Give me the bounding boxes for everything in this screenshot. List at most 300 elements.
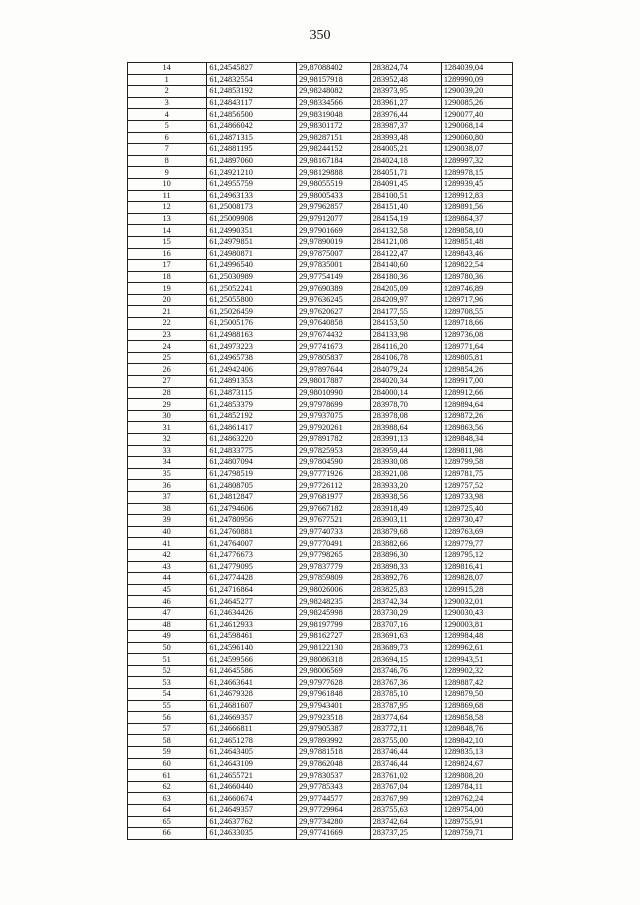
point-number-cell: 2 [128,86,207,98]
x-coordinate-cell: 284205,09 [370,283,441,295]
longitude-cell: 29,98129888 [297,167,371,179]
point-number-cell: 57 [128,723,207,735]
point-number-cell: 30 [128,410,207,422]
y-coordinate-cell: 1289902,32 [441,665,512,677]
y-coordinate-cell: 1289725,40 [441,503,512,515]
y-coordinate-cell: 1290060,80 [441,132,512,144]
latitude-cell: 61,25008173 [207,202,297,214]
longitude-cell: 29,98334566 [297,97,371,109]
x-coordinate-cell: 283730,29 [370,607,441,619]
longitude-cell: 29,97729964 [297,805,371,817]
x-coordinate-cell: 284154,19 [370,213,441,225]
x-coordinate-cell: 283938,56 [370,491,441,503]
table-row [128,677,513,689]
table-row [128,283,513,295]
table-row [128,387,513,399]
x-coordinate-cell: 284132,58 [370,225,441,237]
longitude-cell: 29,98157918 [297,74,371,86]
point-number-cell: 55 [128,700,207,712]
x-coordinate-cell: 283930,08 [370,457,441,469]
longitude-cell: 29,97835001 [297,260,371,272]
point-number-cell: 54 [128,689,207,701]
latitude-cell: 61,24679328 [207,689,297,701]
point-number-cell: 1 [128,74,207,86]
longitude-cell: 29,97875007 [297,248,371,260]
x-coordinate-cell: 283825,83 [370,584,441,596]
longitude-cell: 29,97905387 [297,723,371,735]
y-coordinate-cell: 1289754,00 [441,805,512,817]
coordinates-table [127,62,513,840]
y-coordinate-cell: 1289864,37 [441,213,512,225]
latitude-cell: 61,24764007 [207,538,297,550]
point-number-cell: 20 [128,294,207,306]
point-number-cell: 48 [128,619,207,631]
latitude-cell: 61,24833775 [207,445,297,457]
point-number-cell: 22 [128,318,207,330]
table-row [128,399,513,411]
longitude-cell: 29,97893992 [297,735,371,747]
latitude-cell: 61,24780956 [207,515,297,527]
latitude-cell: 61,24660440 [207,781,297,793]
longitude-cell: 29,98017887 [297,376,371,388]
x-coordinate-cell: 283903,11 [370,515,441,527]
table-row [128,631,513,643]
table-row [128,538,513,550]
x-coordinate-cell: 284020,34 [370,376,441,388]
latitude-cell: 61,24881195 [207,144,297,156]
longitude-cell: 29,97674432 [297,329,371,341]
x-coordinate-cell: 283772,11 [370,723,441,735]
y-coordinate-cell: 1289848,34 [441,434,512,446]
table-row [128,329,513,341]
longitude-cell: 29,98086318 [297,654,371,666]
y-coordinate-cell: 1290039,20 [441,86,512,98]
longitude-cell: 29,97681977 [297,491,371,503]
point-number-cell: 8 [128,155,207,167]
table-row [128,561,513,573]
latitude-cell: 61,24663641 [207,677,297,689]
longitude-cell: 29,97978699 [297,399,371,411]
y-coordinate-cell: 1289917,00 [441,376,512,388]
x-coordinate-cell: 283755,00 [370,735,441,747]
longitude-cell: 29,98245998 [297,607,371,619]
point-number-cell: 51 [128,654,207,666]
latitude-cell: 61,25005176 [207,318,297,330]
y-coordinate-cell: 1289824,67 [441,758,512,770]
y-coordinate-cell: 1290003,81 [441,619,512,631]
y-coordinate-cell: 1289755,91 [441,816,512,828]
longitude-cell: 29,97741669 [297,828,371,840]
x-coordinate-cell: 283787,95 [370,700,441,712]
y-coordinate-cell: 1289842,10 [441,735,512,747]
y-coordinate-cell: 1289858,10 [441,225,512,237]
longitude-cell: 29,97741673 [297,341,371,353]
y-coordinate-cell: 1289912,66 [441,387,512,399]
latitude-cell: 61,25030989 [207,271,297,283]
point-number-cell: 14 [128,63,207,75]
table-row [128,155,513,167]
y-coordinate-cell: 1289943,51 [441,654,512,666]
table-row [128,306,513,318]
point-number-cell: 35 [128,468,207,480]
table-row [128,584,513,596]
y-coordinate-cell: 1289811,98 [441,445,512,457]
y-coordinate-cell: 1289730,47 [441,515,512,527]
point-number-cell: 33 [128,445,207,457]
table-row [128,654,513,666]
y-coordinate-cell: 1289708,55 [441,306,512,318]
point-number-cell: 26 [128,364,207,376]
table-row [128,294,513,306]
x-coordinate-cell: 283774,64 [370,712,441,724]
longitude-cell: 29,97825953 [297,445,371,457]
latitude-cell: 61,24873115 [207,387,297,399]
table-row [128,318,513,330]
y-coordinate-cell: 1289939,45 [441,178,512,190]
x-coordinate-cell: 283691,63 [370,631,441,643]
longitude-cell: 29,97897644 [297,364,371,376]
point-number-cell: 59 [128,747,207,759]
x-coordinate-cell: 283918,49 [370,503,441,515]
point-number-cell: 31 [128,422,207,434]
table-row [128,805,513,817]
table-row [128,74,513,86]
point-number-cell: 58 [128,735,207,747]
longitude-cell: 29,97770491 [297,538,371,550]
point-number-cell: 34 [128,457,207,469]
table-row [128,503,513,515]
table-row [128,607,513,619]
x-coordinate-cell: 283761,02 [370,770,441,782]
latitude-cell: 61,24681607 [207,700,297,712]
latitude-cell: 61,24979851 [207,236,297,248]
y-coordinate-cell: 1289863,56 [441,422,512,434]
latitude-cell: 61,24963133 [207,190,297,202]
point-number-cell: 25 [128,352,207,364]
point-number-cell: 43 [128,561,207,573]
x-coordinate-cell: 284079,24 [370,364,441,376]
latitude-cell: 61,24832554 [207,74,297,86]
x-coordinate-cell: 283898,33 [370,561,441,573]
longitude-cell: 29,98287151 [297,132,371,144]
x-coordinate-cell: 283882,66 [370,538,441,550]
latitude-cell: 61,24942406 [207,364,297,376]
x-coordinate-cell: 283742,64 [370,816,441,828]
table-row [128,178,513,190]
longitude-cell: 29,97754149 [297,271,371,283]
point-number-cell: 24 [128,341,207,353]
x-coordinate-cell: 283976,44 [370,109,441,121]
longitude-cell: 29,98167184 [297,155,371,167]
latitude-cell: 61,25009908 [207,213,297,225]
y-coordinate-cell: 1289717,96 [441,294,512,306]
x-coordinate-cell: 283978,08 [370,410,441,422]
table-row [128,700,513,712]
latitude-cell: 61,24973223 [207,341,297,353]
x-coordinate-cell: 283742,34 [370,596,441,608]
x-coordinate-cell: 283755,63 [370,805,441,817]
table-row [128,167,513,179]
latitude-cell: 61,24643109 [207,758,297,770]
latitude-cell: 61,24871315 [207,132,297,144]
longitude-cell: 29,97734280 [297,816,371,828]
latitude-cell: 61,24980871 [207,248,297,260]
x-coordinate-cell: 283746,44 [370,758,441,770]
longitude-cell: 29,97740733 [297,526,371,538]
point-number-cell: 47 [128,607,207,619]
x-coordinate-cell: 284000,14 [370,387,441,399]
table-row [128,63,513,75]
y-coordinate-cell: 1289816,41 [441,561,512,573]
y-coordinate-cell: 1290085,26 [441,97,512,109]
latitude-cell: 61,24779095 [207,561,297,573]
longitude-cell: 29,97690389 [297,283,371,295]
point-number-cell: 14 [128,225,207,237]
y-coordinate-cell: 1289854,26 [441,364,512,376]
table-row [128,445,513,457]
x-coordinate-cell: 284177,55 [370,306,441,318]
point-number-cell: 40 [128,526,207,538]
longitude-cell: 29,97912077 [297,213,371,225]
y-coordinate-cell: 1289808,20 [441,770,512,782]
x-coordinate-cell: 283785,10 [370,689,441,701]
latitude-cell: 61,24996540 [207,260,297,272]
latitude-cell: 61,24988163 [207,329,297,341]
longitude-cell: 29,97837779 [297,561,371,573]
latitude-cell: 61,24798519 [207,468,297,480]
latitude-cell: 61,24866042 [207,120,297,132]
point-number-cell: 27 [128,376,207,388]
y-coordinate-cell: 1289763,69 [441,526,512,538]
point-number-cell: 3 [128,97,207,109]
point-number-cell: 18 [128,271,207,283]
y-coordinate-cell: 1289848,76 [441,723,512,735]
y-coordinate-cell: 1289757,52 [441,480,512,492]
longitude-cell: 29,98010990 [297,387,371,399]
latitude-cell: 61,24716864 [207,584,297,596]
point-number-cell: 12 [128,202,207,214]
table-row [128,642,513,654]
x-coordinate-cell: 283988,64 [370,422,441,434]
latitude-cell: 61,24852192 [207,410,297,422]
x-coordinate-cell: 283896,30 [370,549,441,561]
x-coordinate-cell: 283746,76 [370,665,441,677]
x-coordinate-cell: 283767,36 [370,677,441,689]
y-coordinate-cell: 1289891,56 [441,202,512,214]
y-coordinate-cell: 1289762,24 [441,793,512,805]
page-number: 350 [309,28,331,43]
longitude-cell: 29,97962857 [297,202,371,214]
x-coordinate-cell: 284051,71 [370,167,441,179]
y-coordinate-cell: 1289828,07 [441,573,512,585]
table-row [128,236,513,248]
latitude-cell: 61,25052241 [207,283,297,295]
x-coordinate-cell: 283737,25 [370,828,441,840]
latitude-cell: 61,24891353 [207,376,297,388]
latitude-cell: 61,24669357 [207,712,297,724]
table-row [128,260,513,272]
point-number-cell: 4 [128,109,207,121]
point-number-cell: 56 [128,712,207,724]
table-row [128,144,513,156]
point-number-cell: 7 [128,144,207,156]
longitude-cell: 29,97620627 [297,306,371,318]
longitude-cell: 29,97943401 [297,700,371,712]
y-coordinate-cell: 1289978,15 [441,167,512,179]
point-number-cell: 52 [128,665,207,677]
table-row [128,491,513,503]
latitude-cell: 61,24760881 [207,526,297,538]
table-row [128,410,513,422]
longitude-cell: 29,97937075 [297,410,371,422]
longitude-cell: 29,97891782 [297,434,371,446]
longitude-cell: 29,97804590 [297,457,371,469]
x-coordinate-cell: 283978,70 [370,399,441,411]
latitude-cell: 61,24897060 [207,155,297,167]
longitude-cell: 29,98162727 [297,631,371,643]
latitude-cell: 61,24965738 [207,352,297,364]
point-number-cell: 36 [128,480,207,492]
y-coordinate-cell: 1289984,48 [441,631,512,643]
point-number-cell: 6 [128,132,207,144]
point-number-cell: 29 [128,399,207,411]
longitude-cell: 29,97890019 [297,236,371,248]
longitude-cell: 29,98244152 [297,144,371,156]
x-coordinate-cell: 283746,44 [370,747,441,759]
table-row [128,770,513,782]
point-number-cell: 49 [128,631,207,643]
longitude-cell: 29,97830537 [297,770,371,782]
latitude-cell: 61,24660674 [207,793,297,805]
x-coordinate-cell: 284106,78 [370,352,441,364]
x-coordinate-cell: 284100,51 [370,190,441,202]
x-coordinate-cell: 284151,40 [370,202,441,214]
x-coordinate-cell: 283933,20 [370,480,441,492]
x-coordinate-cell: 284005,21 [370,144,441,156]
latitude-cell: 61,24643405 [207,747,297,759]
y-coordinate-cell: 1289915,28 [441,584,512,596]
latitude-cell: 61,24794606 [207,503,297,515]
longitude-cell: 29,98319048 [297,109,371,121]
longitude-cell: 29,98248082 [297,86,371,98]
latitude-cell: 61,24649357 [207,805,297,817]
longitude-cell: 29,98005433 [297,190,371,202]
longitude-cell: 29,97923518 [297,712,371,724]
point-number-cell: 11 [128,190,207,202]
point-number-cell: 16 [128,248,207,260]
y-coordinate-cell: 1290077,40 [441,109,512,121]
y-coordinate-cell: 1289781,75 [441,468,512,480]
longitude-cell: 29,97785343 [297,781,371,793]
point-number-cell: 28 [128,387,207,399]
x-coordinate-cell: 283892,76 [370,573,441,585]
x-coordinate-cell: 283767,99 [370,793,441,805]
x-coordinate-cell: 284091,45 [370,178,441,190]
longitude-cell: 29,97961848 [297,689,371,701]
table-row [128,596,513,608]
point-number-cell: 61 [128,770,207,782]
table-row [128,758,513,770]
latitude-cell: 61,24808705 [207,480,297,492]
table-row [128,86,513,98]
point-number-cell: 10 [128,178,207,190]
y-coordinate-cell: 1289771,64 [441,341,512,353]
longitude-cell: 29,97920261 [297,422,371,434]
y-coordinate-cell: 1289894,64 [441,399,512,411]
x-coordinate-cell: 283824,74 [370,63,441,75]
y-coordinate-cell: 1289858,58 [441,712,512,724]
longitude-cell: 29,97640858 [297,318,371,330]
x-coordinate-cell: 283961,27 [370,97,441,109]
table-row [128,468,513,480]
point-number-cell: 63 [128,793,207,805]
x-coordinate-cell: 283689,73 [370,642,441,654]
point-number-cell: 23 [128,329,207,341]
table-row [128,120,513,132]
table-row [128,723,513,735]
latitude-cell: 61,24863220 [207,434,297,446]
x-coordinate-cell: 284122,47 [370,248,441,260]
longitude-cell: 29,97798265 [297,549,371,561]
table-row [128,213,513,225]
y-coordinate-cell: 1289779,77 [441,538,512,550]
latitude-cell: 61,24856500 [207,109,297,121]
y-coordinate-cell: 1289851,48 [441,236,512,248]
table-row [128,190,513,202]
y-coordinate-cell: 1290030,43 [441,607,512,619]
x-coordinate-cell: 283767,04 [370,781,441,793]
table-row [128,665,513,677]
table-row [128,109,513,121]
table-row [128,225,513,237]
point-number-cell: 50 [128,642,207,654]
longitude-cell: 29,97881518 [297,747,371,759]
point-number-cell: 21 [128,306,207,318]
longitude-cell: 29,98248235 [297,596,371,608]
y-coordinate-cell: 1289835,13 [441,747,512,759]
latitude-cell: 61,24633035 [207,828,297,840]
y-coordinate-cell: 1289869,68 [441,700,512,712]
longitude-cell: 29,87088402 [297,63,371,75]
table-row [128,248,513,260]
table-row [128,747,513,759]
point-number-cell: 5 [128,120,207,132]
table-row [128,341,513,353]
table-row [128,434,513,446]
x-coordinate-cell: 284024,18 [370,155,441,167]
longitude-cell: 29,97744577 [297,793,371,805]
y-coordinate-cell: 1289997,32 [441,155,512,167]
latitude-cell: 61,24774428 [207,573,297,585]
point-number-cell: 44 [128,573,207,585]
table-row [128,712,513,724]
y-coordinate-cell: 1289912,83 [441,190,512,202]
table-row [128,689,513,701]
latitude-cell: 61,24645586 [207,665,297,677]
point-number-cell: 53 [128,677,207,689]
latitude-cell: 61,24812847 [207,491,297,503]
table-row [128,376,513,388]
x-coordinate-cell: 283993,48 [370,132,441,144]
table-row [128,573,513,585]
table-row [128,364,513,376]
y-coordinate-cell: 1289805,81 [441,352,512,364]
longitude-cell: 29,97667182 [297,503,371,515]
x-coordinate-cell: 283973,95 [370,86,441,98]
point-number-cell: 41 [128,538,207,550]
table-row [128,828,513,840]
point-number-cell: 64 [128,805,207,817]
